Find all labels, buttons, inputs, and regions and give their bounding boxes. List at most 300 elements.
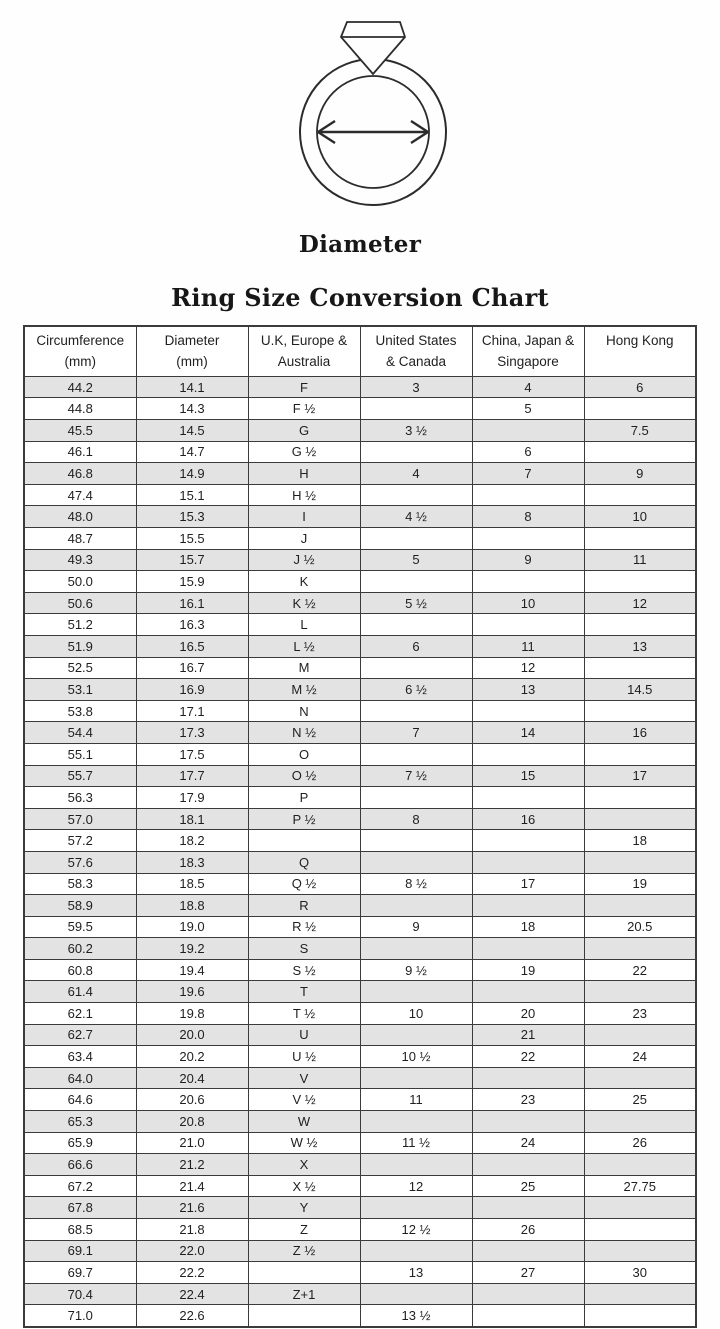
table-row (24, 700, 696, 722)
table-cell (360, 981, 472, 1003)
table-cell: U ½ (248, 1046, 360, 1068)
table-cell: 67.8 (24, 1197, 136, 1219)
table-header (24, 326, 696, 376)
table-cell: 55.7 (24, 765, 136, 787)
table-cell: K ½ (248, 592, 360, 614)
table-row (24, 1305, 696, 1327)
table-cell (360, 614, 472, 636)
column-header: United States & Canada (360, 326, 472, 376)
table-cell: 22 (472, 1046, 584, 1068)
table-cell: 60.2 (24, 938, 136, 960)
table-cell (472, 1240, 584, 1262)
table-cell: 55.1 (24, 743, 136, 765)
table-cell (360, 851, 472, 873)
table-cell (584, 851, 696, 873)
table-cell: W ½ (248, 1132, 360, 1154)
table-cell (584, 571, 696, 593)
table-cell: 20.4 (136, 1067, 248, 1089)
table-cell: 22 (584, 959, 696, 981)
table-cell: 27 (472, 1262, 584, 1284)
table-cell (472, 614, 584, 636)
table-cell: 11 (584, 549, 696, 571)
table-cell (472, 1305, 584, 1327)
table-cell: 53.1 (24, 679, 136, 701)
table-cell (584, 1283, 696, 1305)
table-cell: 17.3 (136, 722, 248, 744)
table-cell: F (248, 376, 360, 398)
table-cell: Z ½ (248, 1240, 360, 1262)
table-row (24, 614, 696, 636)
table-cell: 9 (584, 463, 696, 485)
page-title: Ring Size Conversion Chart (171, 283, 549, 312)
table-cell (472, 1154, 584, 1176)
table-cell: 11 (472, 635, 584, 657)
table-cell (584, 1024, 696, 1046)
table-cell: 15.5 (136, 528, 248, 550)
table-cell: Z+1 (248, 1283, 360, 1305)
table-cell: S (248, 938, 360, 960)
table-row (24, 1111, 696, 1133)
table-cell: 46.1 (24, 441, 136, 463)
table-cell: 16.9 (136, 679, 248, 701)
column-header: Diameter (mm) (136, 326, 248, 376)
table-row (24, 895, 696, 917)
table-cell: Q (248, 851, 360, 873)
table-cell: M ½ (248, 679, 360, 701)
table-row (24, 398, 696, 420)
table-cell (472, 830, 584, 852)
table-cell (584, 1305, 696, 1327)
table-row (24, 1003, 696, 1025)
table-cell: S ½ (248, 959, 360, 981)
table-cell: 18 (584, 830, 696, 852)
table-cell: 12 (472, 657, 584, 679)
table-cell: 70.4 (24, 1283, 136, 1305)
table-cell (360, 1240, 472, 1262)
table-cell: 58.9 (24, 895, 136, 917)
table-cell (360, 1024, 472, 1046)
table-cell (472, 1067, 584, 1089)
table-row (24, 657, 696, 679)
table-cell: 62.1 (24, 1003, 136, 1025)
table-cell: P (248, 787, 360, 809)
table-cell: O ½ (248, 765, 360, 787)
table-cell: 20.2 (136, 1046, 248, 1068)
table-cell (360, 484, 472, 506)
column-header: Circumference (mm) (24, 326, 136, 376)
table-cell: 64.6 (24, 1089, 136, 1111)
table-cell: 8 ½ (360, 873, 472, 895)
table-cell: 56.3 (24, 787, 136, 809)
table-cell (472, 895, 584, 917)
table-cell: K (248, 571, 360, 593)
table-cell (472, 571, 584, 593)
table-cell: 13 (584, 635, 696, 657)
table-row (24, 938, 696, 960)
table-cell: V (248, 1067, 360, 1089)
table-cell: 53.8 (24, 700, 136, 722)
table-cell: 44.8 (24, 398, 136, 420)
table-cell: 48.7 (24, 528, 136, 550)
table-cell: 7.5 (584, 420, 696, 442)
table-cell: 14.7 (136, 441, 248, 463)
table-row (24, 484, 696, 506)
table-cell: 4 ½ (360, 506, 472, 528)
table-row (24, 1024, 696, 1046)
table-cell: G (248, 420, 360, 442)
table-row (24, 916, 696, 938)
table-cell: 18.5 (136, 873, 248, 895)
table-cell (472, 787, 584, 809)
table-row (24, 506, 696, 528)
table-cell: 13 (472, 679, 584, 701)
table-cell: M (248, 657, 360, 679)
table-cell (360, 441, 472, 463)
table-cell: J ½ (248, 549, 360, 571)
table-cell: 19.0 (136, 916, 248, 938)
table-cell (360, 528, 472, 550)
table-row (24, 549, 696, 571)
table-cell: 10 ½ (360, 1046, 472, 1068)
table-row (24, 1067, 696, 1089)
table-cell (360, 571, 472, 593)
table-cell (584, 1154, 696, 1176)
table-cell: 59.5 (24, 916, 136, 938)
table-cell (248, 1305, 360, 1327)
table-cell (360, 830, 472, 852)
table-row (24, 1240, 696, 1262)
table-cell: 17.9 (136, 787, 248, 809)
table-cell: 13 ½ (360, 1305, 472, 1327)
table-cell: W (248, 1111, 360, 1133)
table-cell: 65.9 (24, 1132, 136, 1154)
table-cell (584, 808, 696, 830)
table-cell: 19.4 (136, 959, 248, 981)
table-row (24, 528, 696, 550)
table-cell: G ½ (248, 441, 360, 463)
table-cell: 17.1 (136, 700, 248, 722)
table-cell: 44.2 (24, 376, 136, 398)
table-cell: 69.7 (24, 1262, 136, 1284)
table-cell (584, 657, 696, 679)
table-cell: 3 ½ (360, 420, 472, 442)
table-cell: 64.0 (24, 1067, 136, 1089)
table-cell: J (248, 528, 360, 550)
table-cell: 4 (360, 463, 472, 485)
table-cell: 21.0 (136, 1132, 248, 1154)
table-row (24, 1219, 696, 1241)
table-cell (584, 1067, 696, 1089)
table-cell (248, 1262, 360, 1284)
table-cell: P ½ (248, 808, 360, 830)
table-cell: F ½ (248, 398, 360, 420)
table-cell (584, 398, 696, 420)
table-cell (360, 787, 472, 809)
table-cell: 25 (584, 1089, 696, 1111)
table-cell: 6 (360, 635, 472, 657)
table-cell: 19.6 (136, 981, 248, 1003)
table-row (24, 1132, 696, 1154)
table-cell: 19.8 (136, 1003, 248, 1025)
conversion-table (23, 325, 697, 1328)
table-row (24, 787, 696, 809)
table-row (24, 959, 696, 981)
table-cell: 6 ½ (360, 679, 472, 701)
table-cell: L ½ (248, 635, 360, 657)
table-cell: 17 (472, 873, 584, 895)
table-cell: 69.1 (24, 1240, 136, 1262)
table-cell (584, 484, 696, 506)
table-cell: V ½ (248, 1089, 360, 1111)
table-row (24, 1262, 696, 1284)
table-cell: 6 (472, 441, 584, 463)
table-cell (584, 1111, 696, 1133)
table-cell: 21.4 (136, 1175, 248, 1197)
table-cell: 18.3 (136, 851, 248, 873)
table-cell: 10 (360, 1003, 472, 1025)
table-cell: 57.0 (24, 808, 136, 830)
table-cell (248, 830, 360, 852)
table-cell: 47.4 (24, 484, 136, 506)
table-cell: 50.0 (24, 571, 136, 593)
table-cell: 23 (584, 1003, 696, 1025)
table-cell: 17.5 (136, 743, 248, 765)
table-row (24, 851, 696, 873)
diameter-label: Diameter (298, 231, 422, 258)
table-cell (360, 1111, 472, 1133)
table-cell: 7 ½ (360, 765, 472, 787)
table-cell (584, 441, 696, 463)
table-cell: 62.7 (24, 1024, 136, 1046)
table-cell: 12 (360, 1175, 472, 1197)
table-cell (360, 1197, 472, 1219)
table-cell: 16.7 (136, 657, 248, 679)
table-cell: 18.1 (136, 808, 248, 830)
table-cell: Y (248, 1197, 360, 1219)
table-cell: N ½ (248, 722, 360, 744)
table-cell: 20.0 (136, 1024, 248, 1046)
table-cell: 8 (472, 506, 584, 528)
table-cell: 51.2 (24, 614, 136, 636)
table-cell: 11 (360, 1089, 472, 1111)
table-cell: 58.3 (24, 873, 136, 895)
table-cell: 20.5 (584, 916, 696, 938)
table-cell: 21 (472, 1024, 584, 1046)
table-cell: 20.8 (136, 1111, 248, 1133)
table-cell (584, 700, 696, 722)
table-row (24, 1154, 696, 1176)
table-cell: 6 (584, 376, 696, 398)
table-cell: 5 (472, 398, 584, 420)
table-cell: 63.4 (24, 1046, 136, 1068)
table-cell: 22.6 (136, 1305, 248, 1327)
table-cell (360, 895, 472, 917)
table-row (24, 722, 696, 744)
table-cell (472, 1111, 584, 1133)
table-cell (472, 1283, 584, 1305)
table-cell: 22.0 (136, 1240, 248, 1262)
table-cell: 10 (472, 592, 584, 614)
table-cell: 15.1 (136, 484, 248, 506)
table-cell: 8 (360, 808, 472, 830)
table-cell: 21.8 (136, 1219, 248, 1241)
table-cell: 15.7 (136, 549, 248, 571)
table-row (24, 420, 696, 442)
table-row (24, 376, 696, 398)
table-cell: 5 (360, 549, 472, 571)
table-cell: 18 (472, 916, 584, 938)
table-cell: 9 ½ (360, 959, 472, 981)
table-cell: 51.9 (24, 635, 136, 657)
table-cell: 10 (584, 506, 696, 528)
table-cell: 66.6 (24, 1154, 136, 1176)
table-cell (472, 700, 584, 722)
table-cell: 57.2 (24, 830, 136, 852)
table-cell: 19 (584, 873, 696, 895)
table-cell: 21.2 (136, 1154, 248, 1176)
table-cell: H (248, 463, 360, 485)
table-row (24, 830, 696, 852)
table-cell: 22.2 (136, 1262, 248, 1284)
table-cell: 19 (472, 959, 584, 981)
table-cell: 26 (472, 1219, 584, 1241)
table-cell (584, 1219, 696, 1241)
table-cell: 71.0 (24, 1305, 136, 1327)
table-cell (472, 938, 584, 960)
table-cell: 15.3 (136, 506, 248, 528)
table-cell: 7 (472, 463, 584, 485)
table-cell (472, 981, 584, 1003)
table-cell (472, 420, 584, 442)
table-cell: 3 (360, 376, 472, 398)
table-cell (584, 787, 696, 809)
table-cell: 60.8 (24, 959, 136, 981)
table-cell (584, 895, 696, 917)
table-cell: 65.3 (24, 1111, 136, 1133)
table-cell (360, 1067, 472, 1089)
table-cell (360, 1154, 472, 1176)
table-cell: N (248, 700, 360, 722)
table-cell (360, 657, 472, 679)
table-row (24, 571, 696, 593)
table-cell: 9 (472, 549, 584, 571)
table-row (24, 1283, 696, 1305)
table-row (24, 635, 696, 657)
table-cell: U (248, 1024, 360, 1046)
table-cell: T (248, 981, 360, 1003)
table-cell (472, 484, 584, 506)
table-body (24, 376, 696, 1327)
table-cell: 54.4 (24, 722, 136, 744)
table-row (24, 1175, 696, 1197)
table-cell: 7 (360, 722, 472, 744)
ring-diameter-diagram-icon (288, 12, 458, 212)
table-cell: 49.3 (24, 549, 136, 571)
table-cell: 16.1 (136, 592, 248, 614)
table-cell (584, 938, 696, 960)
table-row (24, 441, 696, 463)
table-cell: 17 (584, 765, 696, 787)
table-cell: 16.5 (136, 635, 248, 657)
table-cell: R (248, 895, 360, 917)
table-cell: 19.2 (136, 938, 248, 960)
table-cell: 52.5 (24, 657, 136, 679)
table-cell (360, 398, 472, 420)
table-cell (472, 851, 584, 873)
table-cell: 24 (584, 1046, 696, 1068)
column-header: Hong Kong (584, 326, 696, 376)
table-cell (360, 1283, 472, 1305)
table-cell: 18.8 (136, 895, 248, 917)
table-cell: 50.6 (24, 592, 136, 614)
table-cell (584, 528, 696, 550)
table-cell (584, 614, 696, 636)
table-cell: I (248, 506, 360, 528)
table-cell: 24 (472, 1132, 584, 1154)
table-cell: 61.4 (24, 981, 136, 1003)
table-cell: 68.5 (24, 1219, 136, 1241)
table-cell: T ½ (248, 1003, 360, 1025)
table-cell (360, 700, 472, 722)
table-cell: 17.7 (136, 765, 248, 787)
table-cell: 16 (472, 808, 584, 830)
table-cell (472, 1197, 584, 1219)
table-cell: X (248, 1154, 360, 1176)
table-cell: 12 ½ (360, 1219, 472, 1241)
table-cell: 57.6 (24, 851, 136, 873)
table-cell: 20.6 (136, 1089, 248, 1111)
table-cell: 12 (584, 592, 696, 614)
table-cell (472, 743, 584, 765)
table-cell (584, 1197, 696, 1219)
table-row (24, 679, 696, 701)
table-row (24, 873, 696, 895)
table-cell: 20 (472, 1003, 584, 1025)
table-cell (584, 1240, 696, 1262)
table-cell: 14.9 (136, 463, 248, 485)
table-cell: L (248, 614, 360, 636)
table-cell: H ½ (248, 484, 360, 506)
table-cell: 48.0 (24, 506, 136, 528)
table-row (24, 592, 696, 614)
table-cell: 14 (472, 722, 584, 744)
table-cell: 30 (584, 1262, 696, 1284)
table-cell: 25 (472, 1175, 584, 1197)
table-cell: 16 (584, 722, 696, 744)
column-header: U.K, Europe & Australia (248, 326, 360, 376)
table-cell: Q ½ (248, 873, 360, 895)
table-cell: 45.5 (24, 420, 136, 442)
table-cell: 22.4 (136, 1283, 248, 1305)
table-cell: 46.8 (24, 463, 136, 485)
header-row (24, 326, 696, 376)
table-cell: X ½ (248, 1175, 360, 1197)
table-cell (472, 528, 584, 550)
table-cell: 21.6 (136, 1197, 248, 1219)
table-cell: 27.75 (584, 1175, 696, 1197)
table-row (24, 981, 696, 1003)
table-cell: R ½ (248, 916, 360, 938)
table-row (24, 808, 696, 830)
table-cell: 14.5 (584, 679, 696, 701)
table-row (24, 743, 696, 765)
table-cell: 9 (360, 916, 472, 938)
table-cell (584, 743, 696, 765)
ring-figure (0, 0, 720, 217)
table-cell: O (248, 743, 360, 765)
table-cell: 15 (472, 765, 584, 787)
table-row (24, 765, 696, 787)
